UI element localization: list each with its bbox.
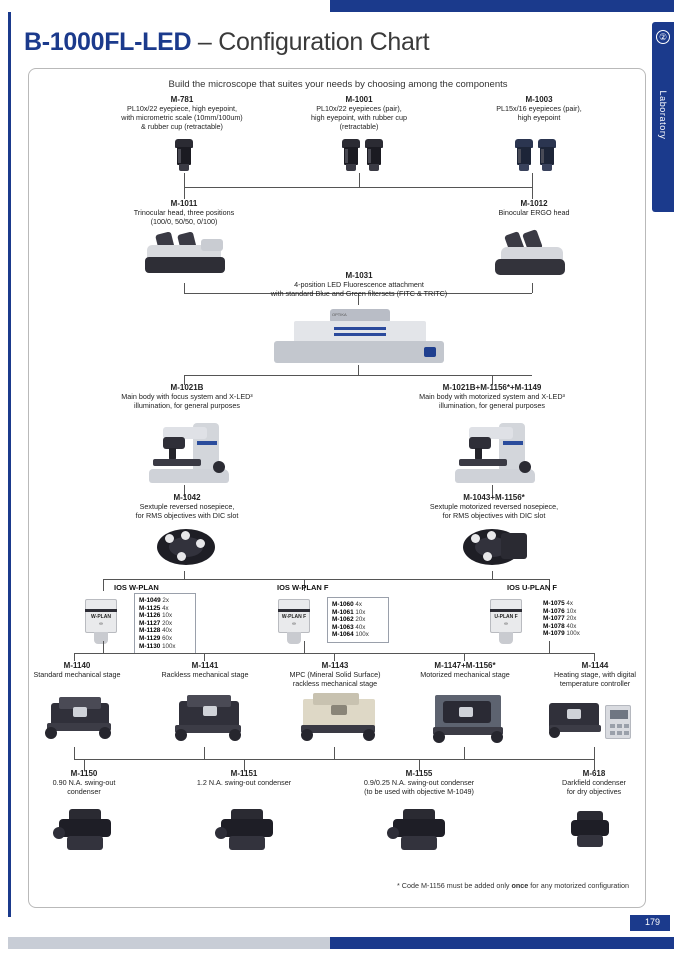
connector-v-stage3-down — [334, 747, 335, 759]
eyepiece-2-caption — [259, 95, 459, 131]
eyepiece-1-line3: & rubber cup (retractable) — [141, 122, 223, 131]
connector-v-stage2 — [204, 653, 205, 661]
objective-mag: 20x — [566, 615, 577, 623]
body-1021b-line1: Main body with focus system and X-LED³ — [121, 392, 253, 401]
fluorescence-code: M-1031 — [345, 271, 373, 280]
objective-code: M-1063 — [332, 623, 354, 631]
connector-v-eyepiece2 — [359, 173, 360, 187]
connector-h-condensers — [74, 759, 594, 760]
objective-code: M-1128 — [139, 627, 161, 635]
condenser-1150-code: M-1150 — [70, 769, 98, 778]
nosepiece-1043-image — [457, 525, 529, 569]
body-1021b-code: M-1021B — [170, 383, 204, 392]
condenser-1155-line2: (to be used with objective M-1049) — [364, 787, 474, 796]
connector-v-nosepiece1-down — [184, 571, 185, 579]
stage-1140-code: M-1140 — [63, 661, 91, 670]
condenser-618-caption — [544, 769, 644, 796]
nosepiece-1043-caption — [391, 493, 597, 520]
body-1021b-caption — [79, 383, 295, 410]
objective-mag: 100x — [566, 630, 580, 638]
objective-item — [332, 616, 384, 624]
connector-v-head1011-down — [184, 283, 185, 293]
objective-group-1-list — [134, 593, 196, 654]
condenser-1155-code: M-1155 — [405, 769, 433, 778]
connector-v-nosepiece2-down — [492, 571, 493, 579]
left-blue-rule — [8, 12, 11, 917]
objective-code: M-1076 — [543, 607, 565, 615]
stage-1141-image — [175, 693, 245, 745]
condenser-1150-line2: condenser — [67, 787, 101, 796]
eyepiece-3-code: M-1003 — [525, 95, 553, 104]
objective-code: M-1060 — [332, 601, 354, 608]
connector-v-stage4 — [464, 653, 465, 661]
objective-mag: 40x — [566, 622, 577, 630]
objective-mag: 10x — [162, 612, 173, 620]
objective-item — [332, 631, 384, 639]
section-tab-laboratory — [652, 22, 674, 212]
stage-1147-caption — [413, 661, 517, 679]
condenser-618-line1: Darkfield condenser — [562, 778, 626, 787]
stage-1144-line2: temperature controller — [559, 679, 631, 688]
stage-1140-line1: Standard mechanical stage — [33, 670, 121, 679]
nosepiece-1042-image — [151, 525, 223, 569]
bottom-bar-grey-block — [8, 937, 330, 949]
objective-code: M-1064 — [332, 631, 354, 639]
ergo-head-image — [491, 229, 577, 283]
page-title-dash: – — [197, 28, 212, 56]
head-1011-code: M-1011 — [170, 199, 198, 208]
connector-v-objgroup1-down — [103, 641, 104, 653]
configuration-chart-frame — [28, 68, 646, 908]
objective-item — [543, 623, 597, 631]
objective-mag: 4x — [355, 601, 362, 608]
connector-v-fluorescence-down — [358, 365, 359, 375]
section-tab-label: Laboratory — [658, 90, 668, 140]
footnote-bold: once — [511, 881, 529, 890]
objective-item — [139, 643, 191, 651]
objective-mag: 2x — [162, 597, 169, 604]
objective-mag: 100x — [355, 631, 369, 639]
eyepiece-1-caption — [77, 95, 287, 131]
objective-item — [543, 608, 597, 616]
stage-1141-caption — [157, 661, 253, 679]
objective-group-2-lens-label: W-PLAN F — [281, 614, 307, 620]
stage-1143-caption — [285, 661, 385, 688]
condenser-1155-caption — [347, 769, 491, 796]
fluorescence-caption — [219, 271, 499, 298]
eyepiece-1-line1: PL10x/22 eyepiece, high eyepoint, — [127, 104, 237, 113]
bottom-bar — [0, 933, 674, 953]
fluorescence-line1: 4-position LED Fluorescence attachment — [294, 280, 424, 289]
objective-group-3-label: IOS U-PLAN F — [507, 583, 557, 592]
connector-v-to-head-1012 — [532, 187, 533, 199]
top-bar — [0, 0, 674, 12]
page-title-code: B-1000FL-LED — [24, 28, 192, 56]
nosepiece-1043-line1: Sextuple motorized reversed nosepiece, — [429, 502, 559, 511]
objective-mag: 4x — [162, 604, 169, 612]
head-1012-code: M-1012 — [520, 199, 548, 208]
chapter-number-icon: ② — [656, 30, 670, 44]
objective-code: M-1049 — [139, 597, 161, 604]
objective-item — [139, 612, 191, 620]
body-motorized-caption — [381, 383, 603, 410]
eyepiece-1-code: M-781 — [170, 95, 194, 104]
objective-item — [139, 627, 191, 635]
objective-group-1-lens-sub: ∞ — [99, 621, 103, 627]
fluorescence-line2: with standard Blue and Green filtersets (FITC & TRITC) — [270, 289, 448, 298]
page-title — [24, 28, 429, 57]
connector-v-head1012-down — [532, 283, 533, 293]
connector-v-stage2-down — [204, 747, 205, 759]
stage-1141-code: M-1141 — [191, 661, 219, 670]
stage-1140-caption — [29, 661, 125, 679]
objective-group-1-lens-label: W-PLAN — [91, 614, 111, 620]
objective-item — [139, 597, 191, 605]
head-1011-line2: (100/0, 50/50, 0/100) — [150, 217, 218, 226]
stage-1144-image — [549, 695, 635, 749]
objective-group-2-label: IOS W-PLAN F — [277, 583, 329, 592]
objective-code: M-1126 — [139, 612, 161, 620]
objective-code: M-1078 — [543, 622, 565, 630]
page-number: 179 — [644, 917, 660, 927]
connector-v-objgroup2-down — [304, 641, 305, 653]
condenser-1155-image — [387, 807, 451, 855]
footnote-pre: * Code M-1156 must be added only — [396, 881, 512, 890]
objective-item — [332, 624, 384, 632]
connector-v-stage5-down — [594, 747, 595, 759]
objective-code: M-1129 — [139, 634, 161, 642]
objective-code: M-1130 — [139, 642, 161, 650]
stage-1144-code: M-1144 — [581, 661, 609, 670]
body-1021b-line2: illumination, for general purposes — [134, 401, 240, 410]
connector-h-bodies — [184, 375, 532, 376]
objective-item — [139, 605, 191, 613]
connector-v-eyepiece3 — [532, 173, 533, 187]
body-motorized-code: M-1021B+M-1156*+M-1149 — [442, 383, 542, 392]
objective-item — [139, 635, 191, 643]
connector-v-eyepiece1 — [184, 173, 185, 187]
objective-code: M-1125 — [139, 604, 161, 612]
objective-mag: 20x — [355, 616, 366, 624]
objective-mag: 4x — [566, 600, 573, 607]
condenser-1151-caption — [184, 769, 304, 787]
eyepiece-3-line2: high eyepoint — [517, 113, 561, 122]
eyepiece-3-caption — [439, 95, 639, 122]
objective-group-3-list — [539, 597, 601, 641]
objective-mag: 10x — [566, 607, 577, 615]
condenser-1150-caption — [34, 769, 134, 796]
connector-h-eyepieces — [184, 187, 532, 188]
objective-mag: 100x — [162, 642, 176, 650]
bottom-bar-blue-block — [330, 937, 674, 949]
objective-group-3-image — [484, 597, 528, 647]
objective-item — [543, 630, 597, 638]
head-1012-caption — [449, 199, 619, 217]
stage-1141-line1: Rackless mechanical stage — [161, 670, 249, 679]
eyepiece-2-line3: (retractable) — [339, 122, 379, 131]
eyepiece-2-line1: PL10x/22 eyepieces (pair), — [316, 104, 402, 113]
objective-code: M-1079 — [543, 630, 565, 638]
condenser-1155-line1: 0.9/0.25 N.A. swing-out condenser — [363, 778, 475, 787]
objective-group-2-lens-sub: ∞ — [292, 621, 296, 627]
stage-1147-line1: Motorized mechanical stage — [420, 670, 510, 679]
objective-item — [332, 601, 384, 609]
head-1012-line1: Binocular ERGO head — [498, 208, 570, 217]
objective-item — [543, 600, 597, 608]
objective-group-2-image — [272, 597, 316, 647]
objective-group-1-label: IOS W-PLAN — [114, 583, 159, 592]
eyepiece-1-line2: with micrometric scale (10mm/100um) — [121, 113, 243, 122]
objective-mag: 40x — [162, 627, 173, 635]
connector-v-to-head-1011 — [184, 187, 185, 199]
objective-mag: 20x — [162, 619, 173, 627]
nosepiece-1042-caption — [89, 493, 285, 520]
temperature-controller-image — [605, 705, 631, 739]
stage-1147-code: M-1147+M-1156* — [434, 661, 496, 670]
condenser-618-line2: for dry objectives — [566, 787, 622, 796]
footnote-post: for any motorized configuration — [528, 881, 629, 890]
nosepiece-1042-line2: for RMS objectives with DIC slot — [135, 511, 239, 520]
fluorescence-device-label: OPTIKA — [332, 312, 347, 317]
condenser-1151-image — [215, 807, 279, 855]
objective-code: M-1061 — [332, 608, 354, 616]
stage-1143-line1: MPC (Mineral Solid Surface) — [289, 670, 381, 679]
condenser-1151-line1: 1.2 N.A. swing-out condenser — [196, 778, 292, 787]
objective-item — [332, 609, 384, 617]
objective-item — [543, 615, 597, 623]
stage-1143-code: M-1143 — [321, 661, 349, 670]
objective-item — [139, 620, 191, 628]
objective-code: M-1077 — [543, 615, 565, 623]
connector-v-stage1 — [74, 653, 75, 661]
microscope-body-motorized-image — [453, 417, 549, 487]
objective-group-3-lens-label: U-PLAN F — [494, 614, 518, 620]
nosepiece-1042-code: M-1042 — [173, 493, 201, 502]
microscope-body-1021b-image — [147, 417, 243, 487]
stage-1144-caption — [545, 661, 645, 688]
objective-mag: 60x — [162, 634, 173, 642]
objective-group-1-image — [79, 597, 123, 647]
condenser-618-image — [565, 811, 615, 853]
objective-mag: 40x — [355, 623, 366, 631]
stage-1143-line2: rackless mechanical stage — [292, 679, 378, 688]
nosepiece-1043-line2: for RMS objectives with DIC slot — [442, 511, 546, 520]
footnote — [29, 881, 629, 890]
connector-v-stage4-down — [464, 747, 465, 759]
connector-v-stage1-down — [74, 747, 75, 759]
stage-1143-image — [301, 691, 379, 745]
head-1011-line1: Trinocular head, three positions — [133, 208, 235, 217]
condenser-1151-code: M-1151 — [230, 769, 258, 778]
nosepiece-1042-line1: Sextuple reversed nosepiece, — [139, 502, 235, 511]
body-motorized-line2: illumination, for general purposes — [439, 401, 545, 410]
eyepiece-2-line2: high eyepoint, with rubber cup — [311, 113, 407, 122]
body-motorized-line1: Main body with motorized system and X-LED³ — [419, 392, 565, 401]
head-1011-caption — [89, 199, 279, 226]
objective-code: M-1075 — [543, 600, 565, 607]
objective-mag: 10x — [355, 608, 366, 616]
objective-code: M-1062 — [332, 616, 354, 624]
stage-1140-image — [45, 693, 115, 745]
nosepiece-1043-code: M-1043+M-1156* — [463, 493, 525, 502]
connector-v-stage3 — [334, 653, 335, 661]
condenser-1150-image — [53, 807, 117, 855]
condenser-1150-line1: 0.90 N.A. swing-out — [52, 778, 116, 787]
page-title-subtitle: Configuration Chart — [218, 28, 430, 56]
objective-group-3-lens-sub: ∞ — [504, 621, 508, 627]
eyepiece-3-line1: PL15x/16 eyepieces (pair), — [496, 104, 582, 113]
eyepiece-2-code: M-1001 — [345, 95, 373, 104]
stage-1147-image — [433, 691, 505, 745]
intro-text: Build the microscope that suites your needs by choosing among the components — [168, 79, 508, 90]
stage-1144-line1: Heating stage, with digital — [554, 670, 636, 679]
connector-v-objgroup3-down — [549, 641, 550, 653]
connector-h-objectives — [103, 579, 549, 580]
connector-v-stage5 — [594, 653, 595, 661]
condenser-618-code: M-618 — [582, 769, 606, 778]
fluorescence-attachment-image — [274, 307, 444, 369]
objective-code: M-1127 — [139, 619, 161, 627]
top-bar-blue-block — [330, 0, 674, 12]
connector-v-objgroup1 — [103, 579, 104, 591]
objective-group-2-list — [327, 597, 389, 643]
